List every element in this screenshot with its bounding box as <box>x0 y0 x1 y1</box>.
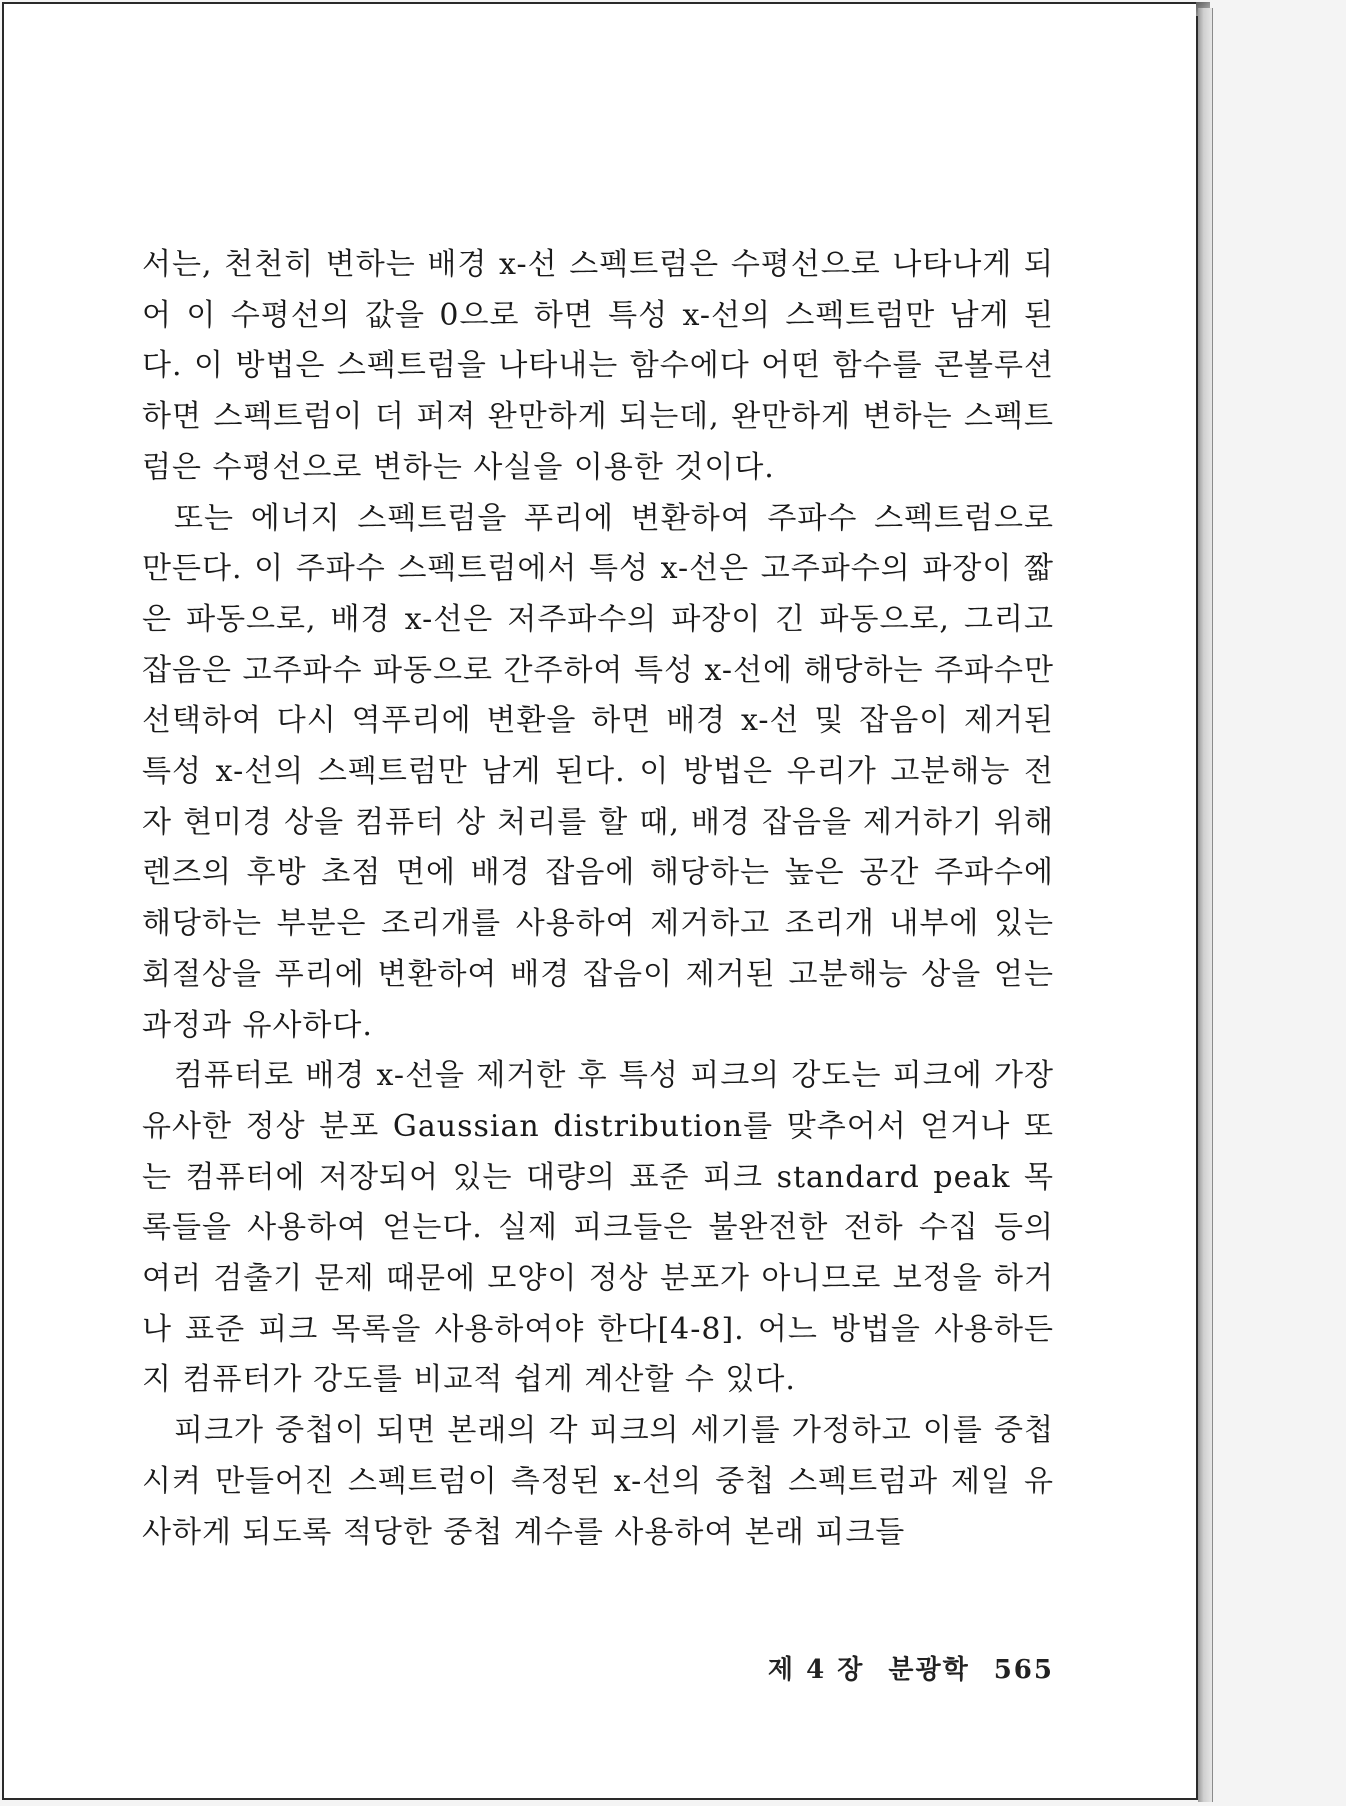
paragraph-4: 피크가 중첩이 되면 본래의 각 피크의 세기를 가정하고 이를 중첩시켜 만들어진 스펙트럼이 측정된 x-선의 중첩 스펙트럼과 제일 유사하게 되도록 적당한 중첩 계수를 사용하여 본래 피크들 <box>142 1413 1054 1550</box>
paragraph-1: 서는, 천천히 변하는 배경 x-선 스펙트럼은 수평선으로 나타나게 되어 이 수평선의 값을 0으로 하면 특성 x-선의 스펙트럼만 남게 된다. 이 방법은 스펙트럼을 나타내는 함수에다 어떤 함수를 콘볼루션하면 스펙트럼이 더 퍼져 완만하게 되는데, 완만하게 변하는 스펙트럼은 수평선으로 변하는 사실을 이용한 것이다. <box>142 247 1054 485</box>
page-number: 565 <box>993 1655 1054 1685</box>
paragraph-3: 컴퓨터로 배경 x-선을 제거한 후 특성 피크의 강도는 피크에 가장 유사한 정상 분포 Gaussian distribution를 맞추어서 얻거나 또는 컴퓨터에 저장되어 있는 대량의 표준 피크 standard peak 목록들을 사용하여 얻는다. 실제 피크들은 불완전한 전하 수집 등의 여러 검출기 문제 때문에 모양이 정상 분포가 아니므로 보정을 하거나 표준 피크 목록을 사용하여야 한다[4-8]. 어느 방법을 사용하든지 컴퓨터가 강도를 비교적 쉽게 계산할 수 있다. <box>142 1058 1054 1398</box>
chapter-title: 분광학 <box>888 1655 970 1685</box>
paragraph-2: 또는 에너지 스펙트럼을 푸리에 변환하여 주파수 스펙트럼으로 만든다. 이 주파수 스펙트럼에서 특성 x-선은 고주파수의 파장이 짧은 파동으로, 배경 x-선은 저주파수의 파장이 긴 파동으로, 그리고 잡음은 고주파수 파동으로 간주하여 특성 x-선에 해당하는 주파수만 선택하여 다시 역푸리에 변환을 하면 배경 x-선 및 잡음이 제거된 특성 x-선의 스펙트럼만 남게 된다. 이 방법은 우리가 고분해능 전자 현미경 상을 컴퓨터 상 처리를 할 때, 배경 잡음을 제거하기 위해 렌즈의 후방 초점 면에 배경 잡음에 해당하는 높은 공간 주파수에 해당하는 부분은 조리개를 사용하여 제거하고 조리개 내부에 있는 회절상을 푸리에 변환하여 배경 잡음이 제거된 고분해능 상을 얻는 과정과 유사하다. <box>142 500 1054 1043</box>
book-page <box>2 2 1198 1800</box>
page-edge <box>1198 8 1213 1802</box>
chapter-label: 제 4 장 <box>767 1655 865 1685</box>
body-text <box>142 240 1054 1558</box>
page-footer <box>704 1649 1054 1686</box>
